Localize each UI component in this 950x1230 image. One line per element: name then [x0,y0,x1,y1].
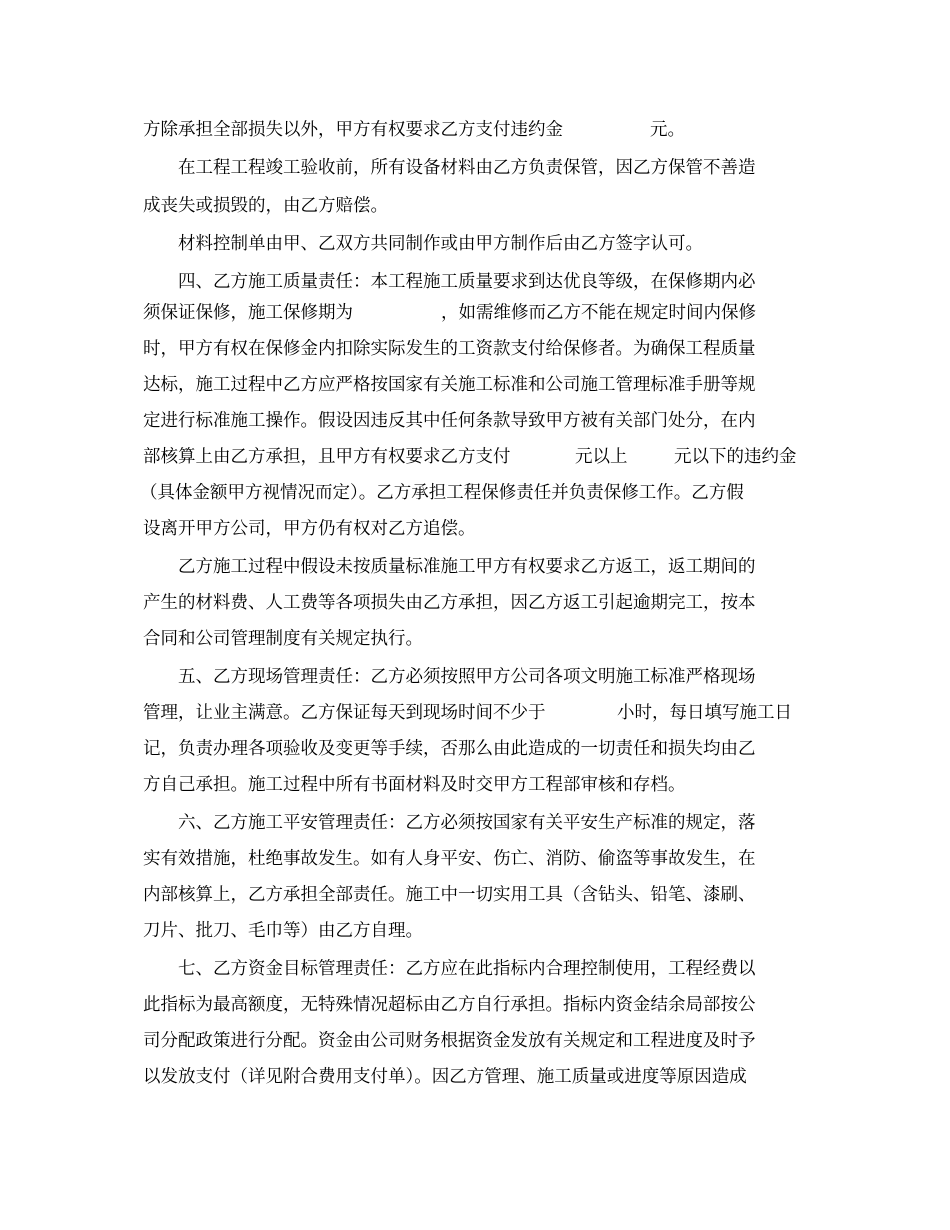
text-line [0,877,950,913]
text-line [0,475,950,511]
text-segment: 时，甲方有权在保修金内扣除实际发生的工资款支付给保修者。为确保工程质量 [143,339,756,359]
text-segment: 达标，施工过程中乙方应严格按国家有关施工标准和公司施工管理标准手册等规 [143,375,756,395]
text-line [0,112,950,148]
text-line [0,295,950,331]
text-segment: 乙方施工过程中假设未按质量标准施工甲方有权要求乙方返工，返工期间的 [178,557,756,577]
text-segment: 实有效措施，杜绝事故发生。如有人身平安、伤亡、消防、偷盗等事故发生，在 [143,849,756,869]
text-segment: 定进行标准施工操作。假设因违反其中任何条款导致甲方被有关部门处分，在内 [143,411,756,431]
text-segment: 以发放支付（详见附合费用支付单）。因乙方管理、施工质量或进度等原因造成 [143,1067,747,1087]
text-line [0,331,950,367]
text-line [0,731,950,767]
text-segment: 四、乙方施工质量责任：本工程施工质量要求到达优良等级，在保修期内必 [178,272,756,292]
text-segment: （具体金额甲方视情况而定）。乙方承担工程保修责任并负责保修工作。乙方假 [140,483,744,503]
text-segment: 五、乙方现场管理责任：乙方必须按照甲方公司各项文明施工标准严格现场 [178,667,756,687]
text-segment: 七、乙方资金目标管理责任：乙方应在此指标内合理控制使用，工程经费以 [178,959,756,979]
text-line [0,511,950,547]
text-line [0,585,950,621]
text-line [0,367,950,403]
text-line [0,767,950,803]
text-segment: 设离开甲方公司，甲方仍有权对乙方追偿。 [143,519,476,539]
text-line [0,695,950,731]
text-segment: 合同和公司管理制度有关规定执行。 [143,629,423,649]
text-line [0,439,950,475]
text-line [0,403,950,439]
text-line [0,659,950,695]
text-segment: 内部核算上，乙方承担全部责任。施工中一切实用工具（含钻头、铅笔、漆刷、 [143,885,756,905]
text-line [0,150,950,186]
text-line [0,1023,950,1059]
text-line [0,913,950,949]
text-segment: 元。 [650,120,685,140]
text-line [0,841,950,877]
text-segment: 刀片、批刀、毛巾等）由乙方自理。 [143,921,423,941]
text-segment: 记，负责办理各项验收及变更等手续，否那么由此造成的一切责任和损失均由乙 [143,739,756,759]
text-segment: 此指标为最高额度，无特殊情况超标由乙方自行承担。指标内资金结余局部按公 [143,995,756,1015]
text-line [0,951,950,987]
text-segment: 须保证保修，施工保修期为 [143,303,353,323]
text-segment: 管理，让业主满意。乙方保证每天到现场时间不少于 [143,703,546,723]
text-line [0,226,950,262]
text-segment: 部核算上由乙方承担，且甲方有权要求乙方支付 [143,447,511,467]
text-line [0,1059,950,1095]
text-segment: 成丧失或损毁的，由乙方赔偿。 [143,196,388,216]
text-segment: 元以上 [575,447,628,467]
text-segment: 小时，每日填写施工日 [617,703,792,723]
text-segment: 材料控制单由甲、乙双方共同制作或由甲方制作后由乙方签字认可。 [178,234,703,254]
text-line [0,805,950,841]
text-segment: 在工程工程竣工验收前，所有设备材料由乙方负责保管，因乙方保管不善造 [178,158,756,178]
text-segment: 方自己承担。施工过程中所有书面材料及时交甲方工程部审核和存档。 [143,775,686,795]
text-segment: 司分配政策进行分配。资金由公司财务根据资金发放有关规定和工程进度及时予 [143,1031,756,1051]
text-line [0,188,950,224]
text-segment: ，如需维修而乙方不能在规定时间内保修 [441,303,756,323]
text-line [0,549,950,585]
text-segment: 元以下的违约金 [674,447,797,467]
text-segment: 产生的材料费、人工费等各项损失由乙方承担，因乙方返工引起逾期完工，按本 [143,593,756,613]
text-line [0,621,950,657]
text-line [0,987,950,1023]
text-segment: 六、乙方施工平安管理责任：乙方必须按国家有关平安生产标准的规定，落 [178,813,756,833]
text-segment: 方除承担全部损失以外，甲方有权要求乙方支付违约金 [143,120,563,140]
